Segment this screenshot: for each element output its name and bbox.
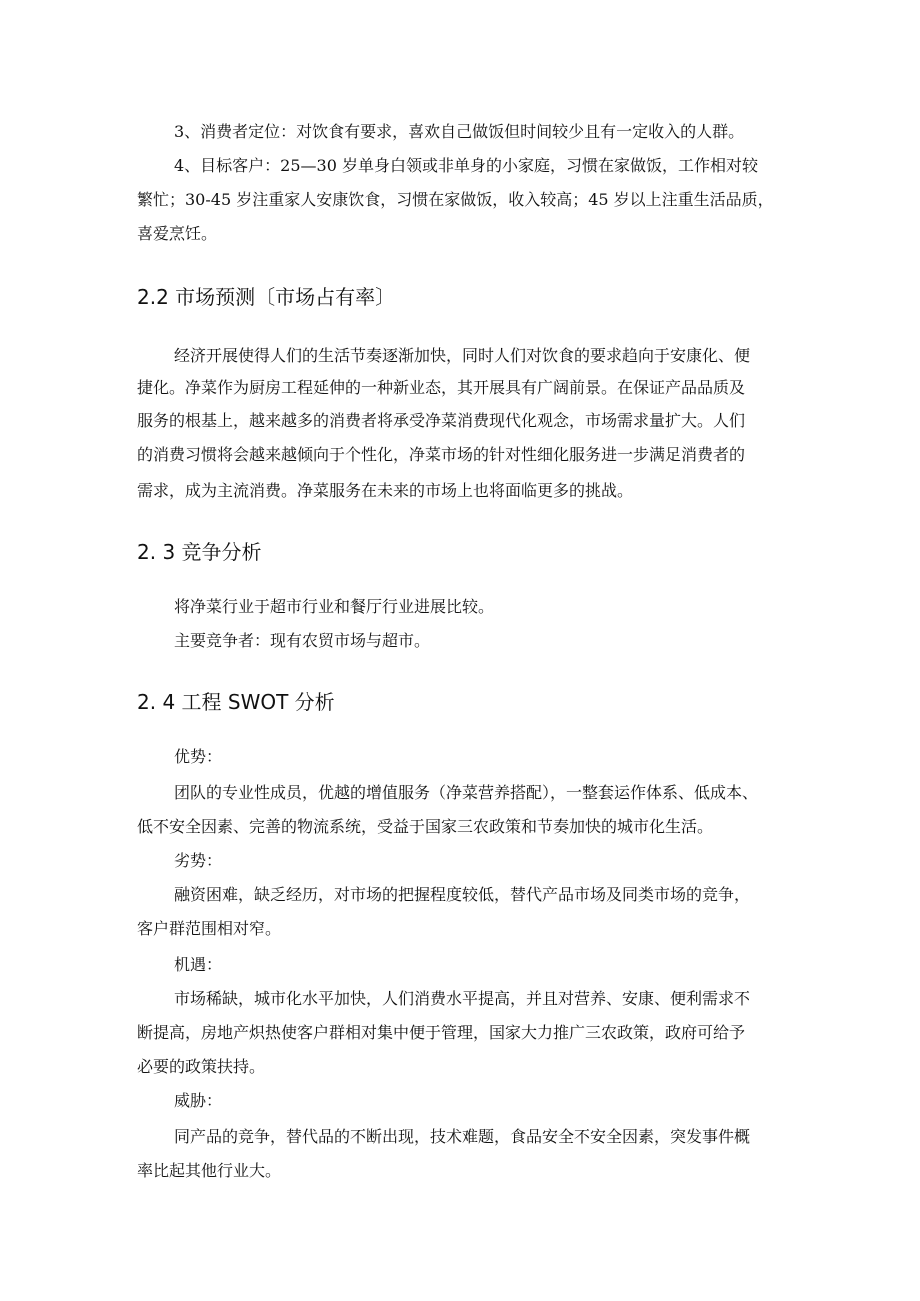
competition-line-1: 将净菜行业于超市行业和餐厅行业进展比较。	[174, 597, 495, 616]
threats-line-2: 率比起其他行业大。	[137, 1161, 282, 1180]
opportunities-line-1: 市场稀缺，城市化水平加快，人们消费水平提高，并且对营养、安康、便利需求不	[174, 989, 751, 1008]
opportunities-line-2: 断提高，房地产炽热使客户群相对集中便于管理，国家大力推广三农政策，政府可给予	[137, 1023, 746, 1042]
target-customer-line-2: 繁忙；30-45 岁注重家人安康饮食，习惯在家做饭，收入较高；45 岁以上注重生活品质，	[137, 190, 774, 209]
strengths-line-1: 团队的专业性成员，优越的增值服务（净菜营养搭配），一整套运作体系、低成本、	[174, 783, 759, 802]
target-customer-line-3: 喜爱烹饪。	[137, 224, 218, 243]
strengths-label: 优势：	[174, 747, 223, 766]
heading-market-forecast: 2.2 市场预测〔市场占有率〕	[137, 285, 396, 309]
target-customer-line-1: 4、目标客户：25—30 岁单身白领或非单身的小家庭，习惯在家做饭，工作相对较	[174, 156, 758, 175]
strengths-line-2: 低不安全因素、完善的物流系统，受益于国家三农政策和节奏加快的城市化生活。	[137, 817, 714, 836]
heading-competition: 2. 3 竞争分析	[137, 540, 262, 564]
market-forecast-line-1: 经济开展使得人们的生活节奏逐渐加快，同时人们对饮食的要求趋向于安康化、便	[174, 346, 751, 365]
market-forecast-line-3: 服务的根基上，越来越多的消费者将承受净菜消费现代化观念，市场需求量扩大。人们	[137, 411, 746, 430]
weaknesses-label: 劣势：	[174, 851, 223, 870]
market-forecast-line-4: 的消费习惯将会越来越倾向于个性化，净菜市场的针对性细化服务进一步满足消费者的	[137, 445, 746, 464]
heading-swot: 2. 4 工程 SWOT 分析	[137, 690, 335, 714]
threats-label: 威胁：	[174, 1091, 223, 1110]
market-forecast-line-5: 需求，成为主流消费。净菜服务在未来的市场上也将面临更多的挑战。	[137, 481, 634, 500]
opportunities-line-3: 必要的政策扶持。	[137, 1057, 266, 1076]
opportunities-label: 机遇：	[174, 955, 223, 974]
weaknesses-line-2: 客户群范围相对窄。	[137, 919, 282, 938]
consumer-positioning-item: 3、消费者定位：对饮食有要求，喜欢自己做饭但时间较少且有一定收入的人群。	[174, 122, 745, 141]
threats-line-1: 同产品的竞争，替代品的不断出现，技术难题，食品安全不安全因素，突发事件概	[174, 1127, 751, 1146]
competition-line-2: 主要竞争者：现有农贸市场与超市。	[174, 631, 431, 650]
weaknesses-line-1: 融资困难，缺乏经历，对市场的把握程度较低，替代产品市场及同类市场的竞争，	[174, 885, 751, 904]
market-forecast-line-2: 捷化。净菜作为厨房工程延伸的一种新业态，其开展具有广阔前景。在保证产品品质及	[137, 378, 746, 397]
